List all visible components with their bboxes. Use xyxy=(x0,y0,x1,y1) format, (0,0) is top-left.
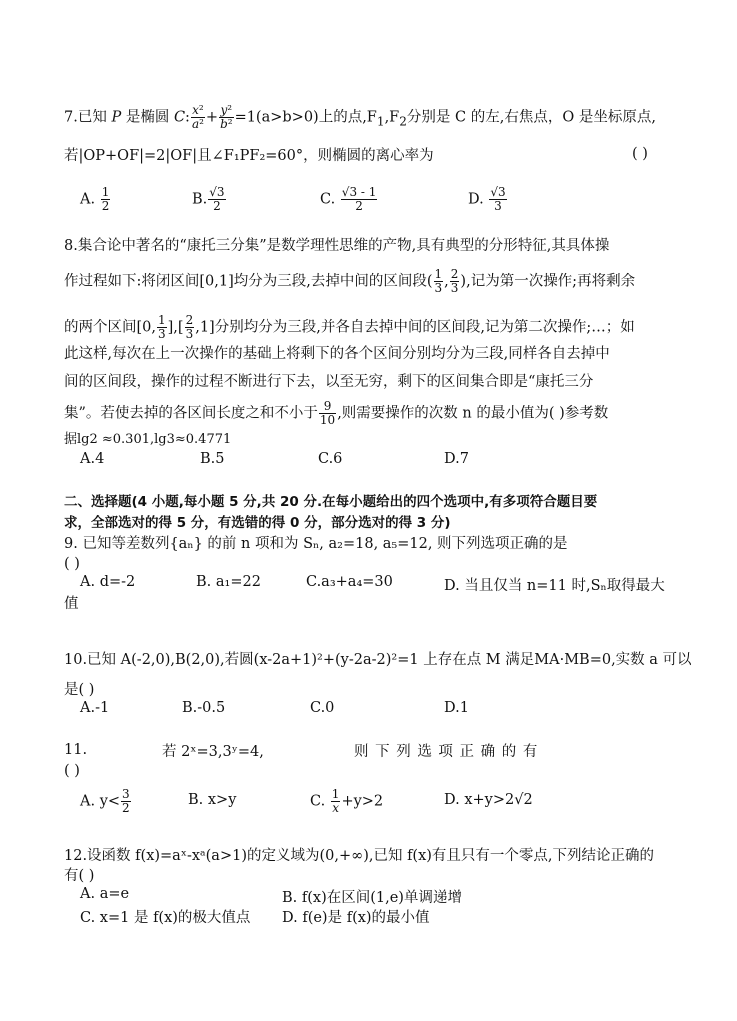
q8-line1: 8.集合论中著名的“康托三分集”是数学理性思维的产物,具有典型的分形特征,其具体操 xyxy=(64,238,610,254)
q11-option-b: B. x>y xyxy=(188,792,237,808)
q7-option-a xyxy=(80,186,111,213)
q7-text2: 分别是 C 的左,右焦点，O 是坐标原点, xyxy=(406,109,656,126)
q7-opt-a-label: A. xyxy=(80,191,96,208)
q12-option-d: D. f(e)是 f(x)的最小值 xyxy=(282,910,430,926)
q9-option-b: B. a₁=22 xyxy=(196,574,261,590)
q8-frac-2-3b: $\frac{2}{3}$ xyxy=(185,313,194,341)
q12-line1: 12.设函数 f(x)=aˣ-xᵃ(a>1)的定义域为(0,+∞),已知 f(x)有且只有一个零点,下列结论正确的 xyxy=(64,848,655,864)
q7-opt-d-label: D. xyxy=(468,191,484,208)
q11-opt-c-text: +y>2 xyxy=(341,793,384,810)
q8-line6a: 集”。若使去掉的各区间长度之和不小于 xyxy=(64,405,318,422)
q10-option-b: B.-0.5 xyxy=(182,700,226,716)
q9-option-d-cont: 值 xyxy=(64,596,79,612)
q7-opt-b-label: B. xyxy=(192,191,208,208)
q11-option-d: D. x+y>2√2 xyxy=(444,792,533,808)
q9-line1: 9. 已知等差数列{aₙ} 的前 n 项和为 Sₙ, a₂=18, a₅=12, 则下列选项正确的是 xyxy=(64,536,568,552)
q7-opt-a-frac: $\frac{1}{2}$ xyxy=(101,185,110,213)
q8-option-b: B.5 xyxy=(200,451,225,467)
q7-option-b xyxy=(192,186,227,213)
q8-line2b: ),记为第一次操作;再将剩余 xyxy=(460,273,636,290)
q8-line7: 据lg2 ≈0.301,lg3≈0.4771 xyxy=(64,432,232,447)
q11-paren: ( ) xyxy=(64,763,80,779)
q11-option-a xyxy=(80,788,132,815)
q11-opt-c-frac: $\frac{1}{x}$ xyxy=(331,787,340,815)
q7-frac-x: $\frac{\text{x²}}{\text{a²}}$ xyxy=(191,103,204,131)
q12-option-a: A. a=e xyxy=(80,886,130,902)
q8-option-a: A.4 xyxy=(80,451,105,467)
q7-opt-b-frac: $\frac{√3}{2}$ xyxy=(209,185,225,213)
q7-text: 是椭圆 xyxy=(121,109,174,126)
q8-line2a: 作过程如下:将闭区间[0,1]均分为三段,去掉中间的区间段( xyxy=(64,273,433,290)
q12-option-b: B. f(x)在区间(1,e)单调递增 xyxy=(282,890,462,906)
q11-condition: 若 2ˣ=3,3ʸ=4, xyxy=(162,744,264,760)
q11-opt-c-label: C. xyxy=(310,793,330,810)
q7-frac-y: $\frac{\text{y²}}{\text{b²}}$ xyxy=(220,103,233,131)
q12-line2: 有( ) xyxy=(64,868,95,884)
q9-paren: ( ) xyxy=(64,556,80,572)
q8-line4: 此这样,每次在上一次操作的基础上将剩下的各个区间分别均分为三段,同样各自去掉中 xyxy=(64,346,610,362)
q10-line1: 10.已知 A(-2,0),B(2,0),若圆(x-2a+1)²+(y-2a-2)²=1 上存在点 M 满足MA·MB=0,实数 a 可以 xyxy=(64,652,692,668)
q7-opt-c-label: C. xyxy=(320,191,336,208)
q7-paren: ( ) xyxy=(632,146,648,162)
q11-option-c xyxy=(310,788,383,815)
q8-line2: 作过程如下:将闭区间[0,1]均分为三段,去掉中间的区间段( $\frac{1}{3}$ , $\frac{2}{3}$ ),记为第一次操作;再将剩余 xyxy=(64,267,636,295)
q9-option-c: C.a₃+a₄=30 xyxy=(306,574,393,590)
q7-line1: 7.已知 P 是椭圆 C: $\frac{\text{x²}}{\text{a²}}$ + $\frac{\text{y²}}{\text{b²}}$ =1(a>b>0)上的点$,F_1,F_2$分别是 C 的左,右焦点，O 是坐标原点, xyxy=(64,103,656,131)
q7-equation: =1(a>b>0)上的点,F xyxy=(234,109,377,126)
q10-option-c: C.0 xyxy=(310,700,335,716)
q8-frac-1-3: $\frac{1}{3}$ xyxy=(434,267,443,295)
q7-intro: 7.已知 xyxy=(64,109,112,126)
q8-line3b: ],[ xyxy=(167,319,184,336)
q8-line5: 间的区间段，操作的过程不断进行下去，以至无穷，剩下的区间集合即是“康托三分 xyxy=(64,374,594,390)
q10-option-a: A.-1 xyxy=(80,700,110,716)
q8-frac-9-10: $\frac{9}{10}$ xyxy=(319,399,336,427)
section2-heading-2: 求，全部选对的得 5 分，有选错的得 0 分，部分选对的得 3 分) xyxy=(64,515,451,531)
q7-opt-d-frac: $\frac{√3}{3}$ xyxy=(490,185,506,213)
q11-opt-a-text: A. y< xyxy=(80,793,121,810)
q7-line2: 若|OP+OF|=2|OF|且∠F₁PF₂=60°，则椭圆的离心率为 xyxy=(64,148,434,164)
q9-option-a: A. d=-2 xyxy=(80,574,136,590)
q7-opt-c-frac: $\frac{√3 - 1}{2}$ xyxy=(341,185,377,213)
q8-option-d: D.7 xyxy=(444,451,469,467)
q8-line6 xyxy=(64,400,608,427)
q8-frac-2-3: $\frac{2}{3}$ xyxy=(450,267,459,295)
q9-option-d: D. 当且仅当 n=11 时,Sₙ取得最大 xyxy=(444,578,665,594)
q10-line2: 是( ) xyxy=(64,682,95,698)
q8-line3c: ,1]分别均分为三段,并各自去掉中间的区间段,记为第二次操作;…；如 xyxy=(195,319,635,336)
q7-option-c xyxy=(320,186,378,213)
q10-option-d: D.1 xyxy=(444,700,469,716)
q8-option-c: C.6 xyxy=(318,451,343,467)
q12-option-c: C. x=1 是 f(x)的极大值点 xyxy=(80,910,251,926)
q7-var-p: P xyxy=(111,109,122,126)
q8-line3a: 的两个区间[0, xyxy=(64,319,156,336)
q8-frac-1-3b: $\frac{1}{3}$ xyxy=(158,313,166,341)
q11-opt-a-frac: $\frac{3}{2}$ xyxy=(122,787,130,815)
q7-option-d xyxy=(468,186,508,213)
q8-line3 xyxy=(64,314,635,341)
q7-var-c: C xyxy=(173,109,186,126)
q11-prompt: 则 下 列 选 项 正 确 的 有 xyxy=(354,744,538,760)
q8-line6b: ,则需要操作的次数 n 的最小值为( )参考数 xyxy=(337,405,609,422)
q11-number: 11. xyxy=(64,742,88,758)
section2-heading: 二、选择题(4 小题,每小题 5 分,共 20 分.在每小题给出的四个选项中,有多项符合题目要 xyxy=(64,494,598,510)
